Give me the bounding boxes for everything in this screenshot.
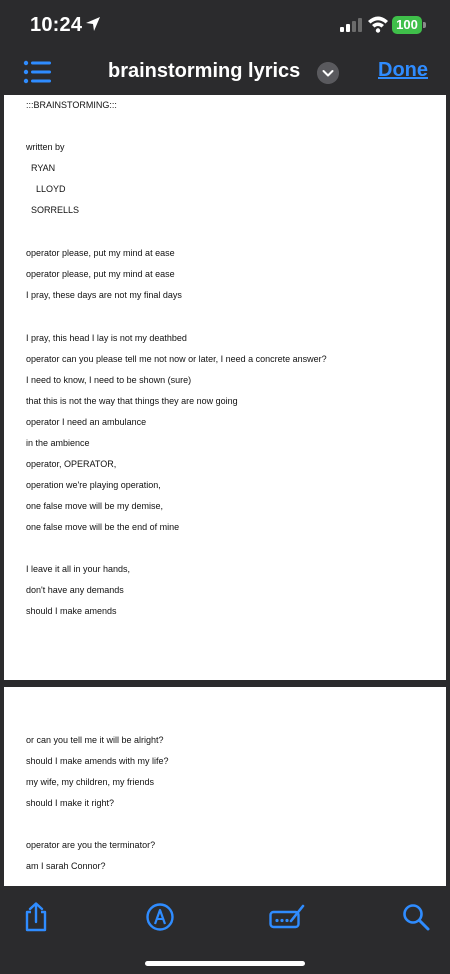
lyrics-line: one false move will be my demise, <box>26 501 164 511</box>
lyrics-line: operator, OPERATOR, <box>26 459 117 469</box>
markup-icon[interactable] <box>145 902 175 932</box>
document-title[interactable]: brainstorming lyrics <box>108 60 301 82</box>
lyrics-line: in the ambience <box>26 438 90 448</box>
cellular-signal-icon <box>340 18 362 32</box>
navigation-bar <box>0 50 450 95</box>
done-button[interactable]: Done <box>378 59 428 81</box>
status-bar <box>0 0 450 50</box>
document-page-2 <box>4 687 446 886</box>
share-icon[interactable] <box>21 902 51 932</box>
lyrics-line: written by <box>26 142 65 152</box>
lyrics-line: operator please, put my mind at ease <box>26 269 175 279</box>
document-page-1 <box>4 95 446 680</box>
chevron-down-icon[interactable] <box>317 62 339 84</box>
status-time: 10:24 <box>30 14 83 36</box>
lyrics-line: LLOYD <box>26 184 66 194</box>
home-indicator <box>145 961 305 966</box>
lyrics-line: operator please, put my mind at ease <box>26 248 175 258</box>
lyrics-line: operation we're playing operation, <box>26 480 161 490</box>
lyrics-line: that this is not the way that things they are now going <box>26 396 238 406</box>
battery-level: 100 <box>392 16 422 34</box>
lyrics-line: I pray, these days are not my final days <box>26 290 182 300</box>
wifi-icon <box>367 15 389 33</box>
lyrics-line: don't have any demands <box>26 585 124 595</box>
lyrics-line: :::BRAINSTORMING::: <box>26 100 117 110</box>
lyrics-line: should I make amends <box>26 606 117 616</box>
lyrics-line: am I sarah Connor? <box>26 861 106 871</box>
lyrics-line: or can you tell me it will be alright? <box>26 735 164 745</box>
lyrics-line: operator can you please tell me not now or later, I need a concrete answer? <box>26 354 327 364</box>
search-icon[interactable] <box>401 902 431 932</box>
lyrics-line: should I make it right? <box>26 798 115 808</box>
signature-icon[interactable] <box>269 902 305 932</box>
lyrics-line: should I make amends with my life? <box>26 756 169 766</box>
lyrics-line: I need to know, I need to be shown (sure) <box>26 375 192 385</box>
lyrics-line: my wife, my children, my friends <box>26 777 155 787</box>
lyrics-line: I leave it all in your hands, <box>26 564 131 574</box>
lyrics-line: operator I need an ambulance <box>26 417 147 427</box>
lyrics-line: operator are you the terminator? <box>26 840 156 850</box>
battery-tip <box>423 22 426 28</box>
lyrics-line: RYAN <box>26 163 56 173</box>
lyrics-line: SORRELLS <box>26 205 80 215</box>
location-arrow-icon <box>84 15 102 33</box>
list-icon[interactable] <box>23 60 51 84</box>
lyrics-line: one false move will be the end of mine <box>26 522 180 532</box>
lyrics-line: I pray, this head I lay is not my deathbed <box>26 333 187 343</box>
